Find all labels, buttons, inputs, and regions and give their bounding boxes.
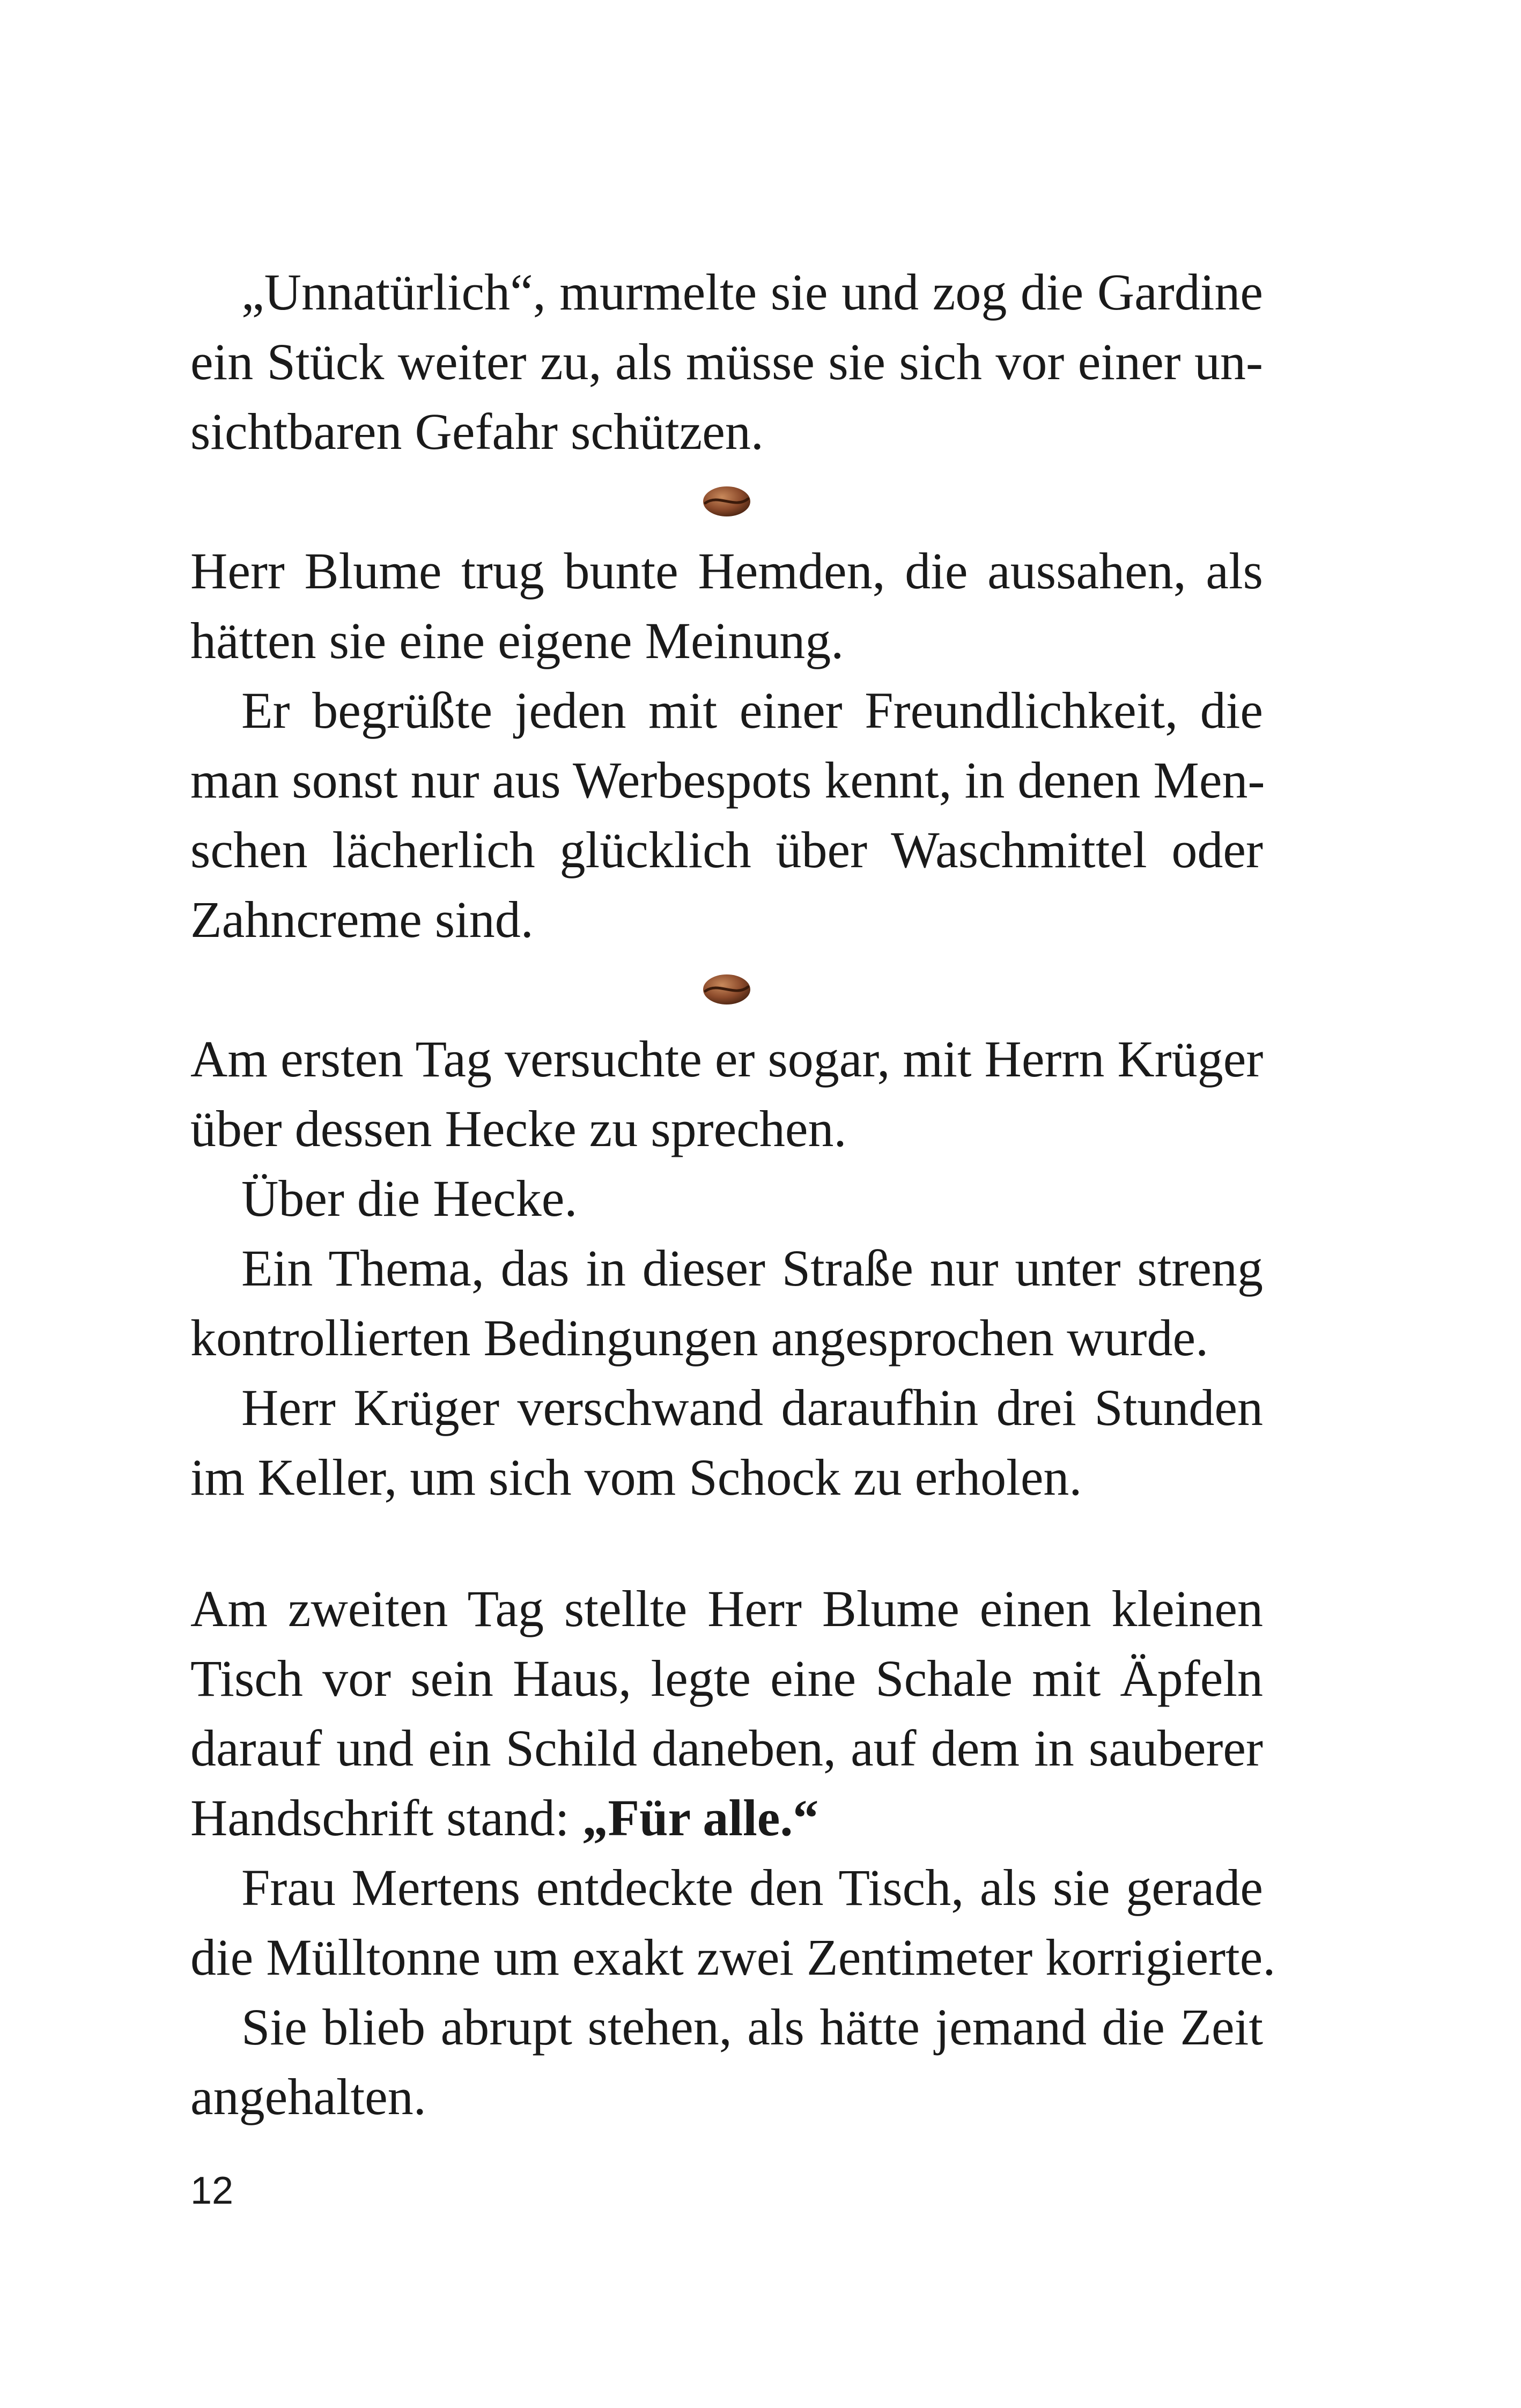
text-line: hätten sie eine eigene Meinung. bbox=[190, 612, 844, 669]
text-line: schen lächerlich glücklich über Waschmittel oder bbox=[190, 821, 1263, 878]
text-line: angehalten. bbox=[190, 2068, 426, 2125]
coffee-bean-icon bbox=[700, 483, 754, 520]
text-line: über dessen Hecke zu sprechen. bbox=[190, 1100, 847, 1157]
text-span: Handschrift stand: bbox=[190, 1789, 582, 1846]
text-line: Herr Blume trug bunte Hemden, die aussahen, als bbox=[190, 542, 1263, 600]
text-line: Er begrüßte jeden mit einer Freundlichkeit, die bbox=[241, 682, 1263, 739]
sign-text: „Für alle.“ bbox=[582, 1789, 819, 1846]
text-line: kontrollierten Bedingungen angesprochen wurde. bbox=[190, 1309, 1209, 1366]
text-line: sichtbaren Gefahr schützen. bbox=[190, 403, 764, 460]
text-line: Sie blieb abrupt stehen, als hätte jemand die Zeit bbox=[241, 1998, 1263, 2056]
text-line: Zahncreme sind. bbox=[190, 891, 534, 948]
text-line: darauf und ein Schild daneben, auf dem in sauberer bbox=[190, 1719, 1263, 1777]
text-line: ein Stück weiter zu, als müsse sie sich vor einer un- bbox=[190, 333, 1263, 390]
text-line: man sonst nur aus Werbespots kennt, in denen Men- bbox=[190, 751, 1265, 809]
coffee-bean-icon bbox=[700, 971, 754, 1008]
text-line: Über die Hecke. bbox=[241, 1170, 578, 1227]
book-page bbox=[190, 0, 1276, 2408]
text-line: Frau Mertens entdeckte den Tisch, als sie gerade bbox=[241, 1859, 1263, 1916]
text-line: Am zweiten Tag stellte Herr Blume einen kleinen bbox=[190, 1580, 1263, 1637]
text-line: im Keller, um sich vom Schock zu erholen. bbox=[190, 1449, 1082, 1506]
page-number: 12 bbox=[190, 2169, 234, 2212]
text-line: Tisch vor sein Haus, legte eine Schale mit Äpfeln bbox=[190, 1650, 1263, 1707]
text-line bbox=[190, 1783, 1263, 1853]
text-line: „Unnatürlich“, murmelte sie und zog die Gardine bbox=[241, 263, 1263, 321]
text-line: Ein Thema, das in dieser Straße nur unter streng bbox=[241, 1239, 1263, 1297]
text-line: Am ersten Tag versuchte er sogar, mit Herrn Krüger bbox=[190, 1030, 1264, 1088]
text-line: die Mülltonne um exakt zwei Zentimeter korrigierte. bbox=[190, 1929, 1276, 1986]
text-line: Herr Krüger verschwand daraufhin drei Stunden bbox=[241, 1379, 1263, 1436]
